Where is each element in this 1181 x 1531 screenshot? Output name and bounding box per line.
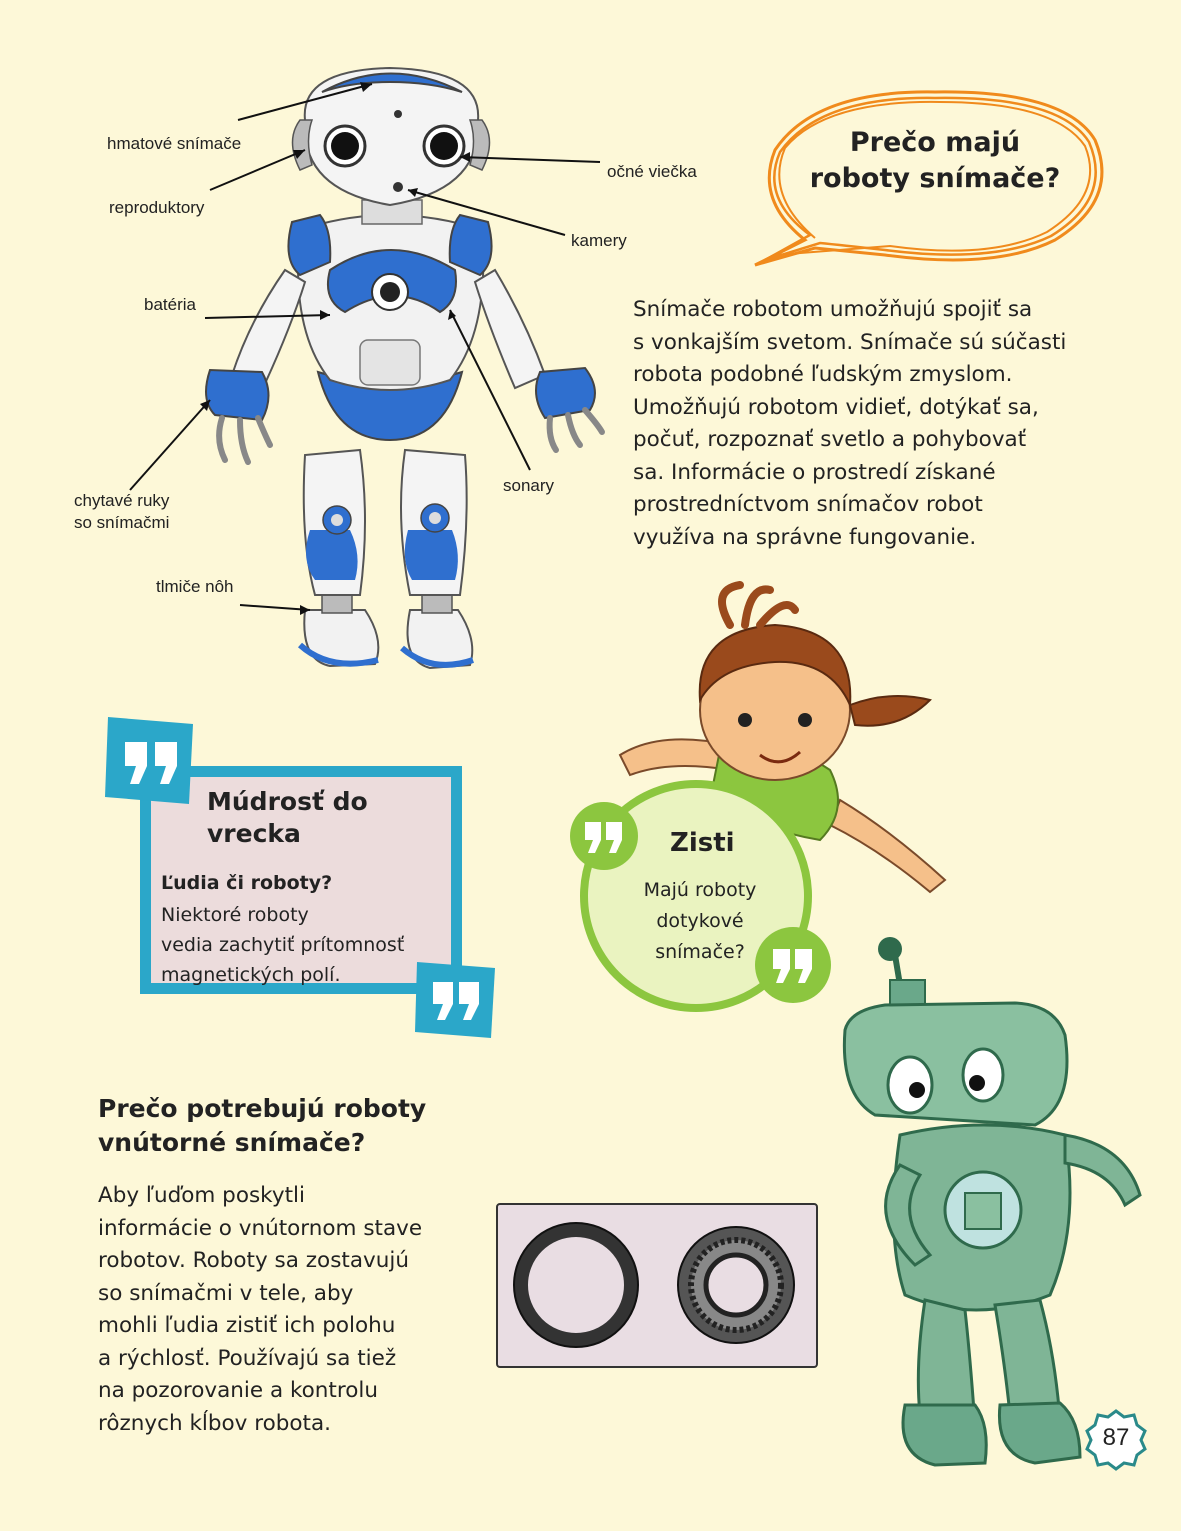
inner-sensors-paragraph: Aby ľuďom poskytli informácie o vnútornom stave robotov. Roboty sa zostavujú so snímačmi v tele, aby mohli ľudia zistiť ich polohu a rýchlosť. Používajú sa tiež na pozorovanie a kontrolu rôznych kĺbov robota. (98, 1183, 423, 1436)
intro-paragraph: Snímače robotom umožňujú spojiť sa s vonkajším svetom. Snímače sú súčasti robota podobné ľudským zmyslom. Umožňujú robotom vidieť, dotýkať sa, počuť, rozpoznať svetlo a pohybovať sa. Informácie o prostredí získané prostredníctvom snímačov robot využíva na správne fungovanie. (633, 297, 1067, 550)
label-foot-dampers: tlmiče nôh (156, 577, 234, 596)
wisdom-text: Niektoré roboty vedia zachytiť prítomnosť magnetických polí. (161, 904, 405, 986)
wisdom-subtitle: Ľudia či roboty? (161, 872, 333, 894)
label-eyelids: očné viečka (607, 162, 697, 181)
label-speakers: reproduktory (109, 198, 205, 217)
green-robot-illustration (835, 935, 1175, 1475)
label-grip-hands: chytavé ruky so snímačmi (74, 491, 170, 532)
find-out-text: Majú roboty dotykové snímače? (643, 879, 757, 963)
inner-sensors-title: Prečo potrebujú roboty vnútorné snímače? (98, 1094, 427, 1157)
label-touch-sensors: hmatové snímače (107, 134, 242, 153)
label-battery: batéria (144, 295, 196, 314)
label-sonars: sonary (503, 476, 555, 495)
bubble-title: Prečo majú roboty snímače? (809, 127, 1061, 194)
rotary-encoder-rings (496, 1203, 818, 1368)
close-quote-icon (413, 960, 498, 1040)
page-number: 87 (1102, 1424, 1130, 1451)
label-cameras: kamery (571, 231, 627, 250)
green-open-quote-icon (568, 800, 640, 872)
wisdom-title: Múdrosť do vrecka (207, 787, 368, 848)
find-out-title: Zisti (670, 828, 735, 858)
open-quote-icon (103, 712, 198, 807)
